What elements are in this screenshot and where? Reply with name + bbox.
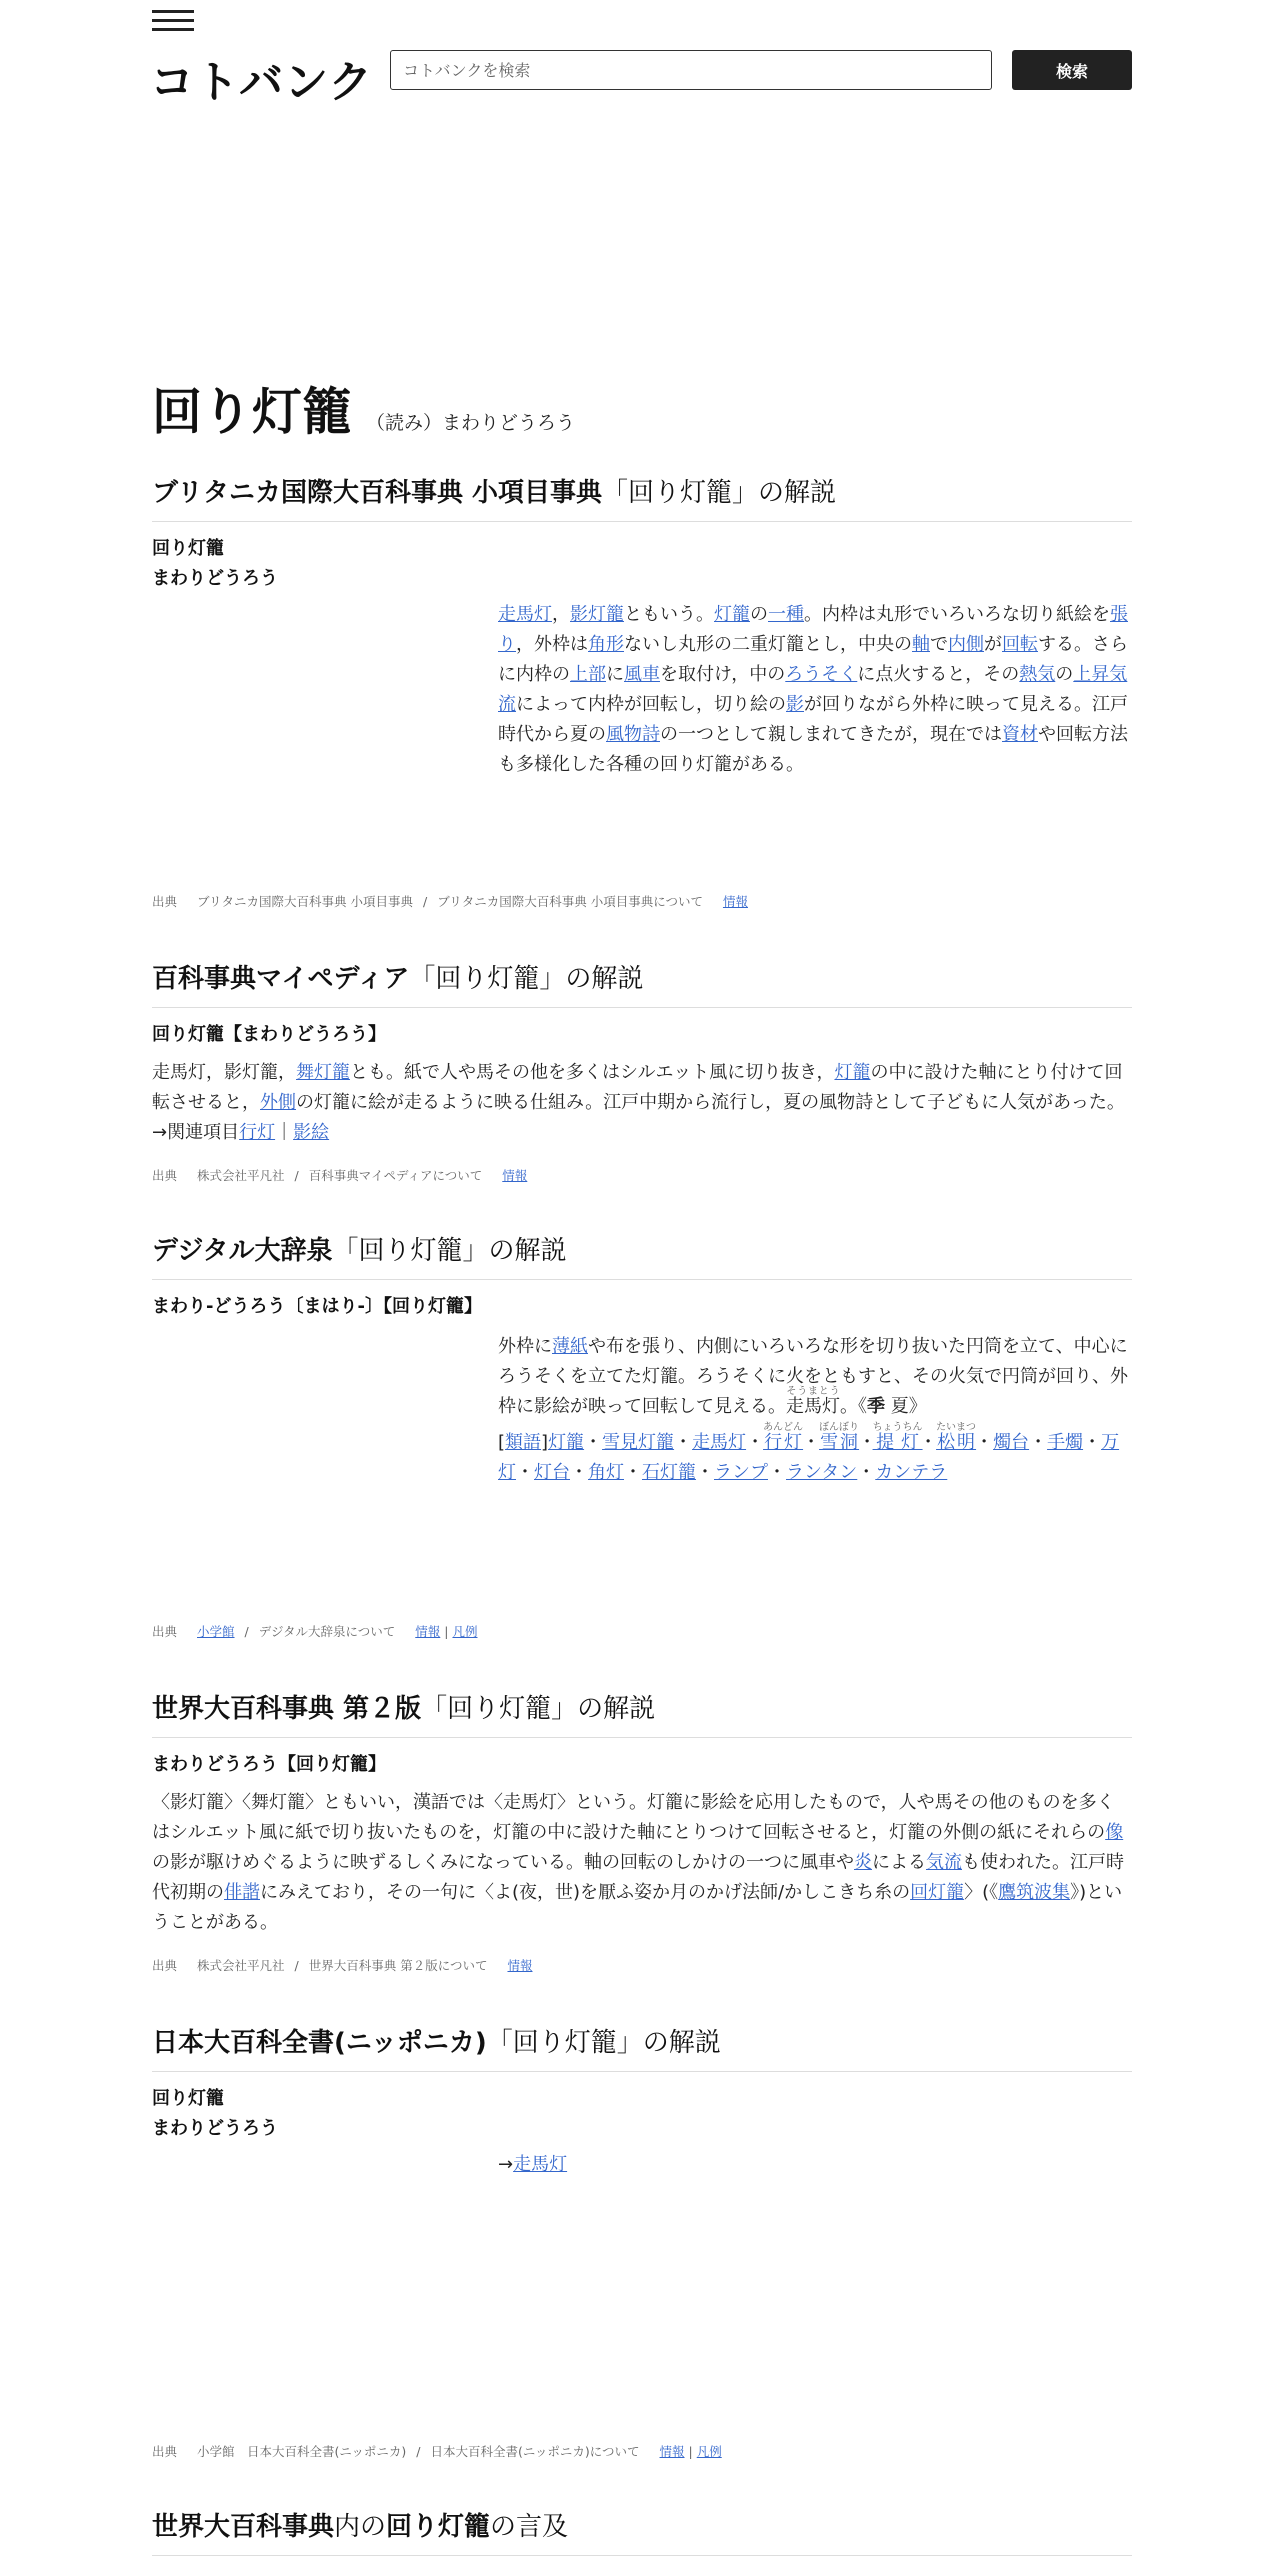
inline-link[interactable]: 灯籠 (714, 604, 750, 625)
inline-link[interactable]: 燭台 (993, 1432, 1030, 1453)
heading-suffix: の言及 (490, 2512, 569, 2542)
source-label: 出典 (152, 1168, 178, 1183)
inline-link[interactable]: 張り (498, 604, 1128, 655)
site-logo[interactable]: コトバンク (150, 57, 374, 108)
site-header (0, 0, 1284, 110)
entry-body-nipponica (498, 2150, 1132, 2180)
inline-link[interactable]: ランタン (786, 1462, 858, 1483)
inline-link[interactable]: 熱気 (1019, 664, 1056, 685)
inline-link[interactable]: 角灯 (588, 1462, 624, 1483)
ruby-text: 提灯ちょうちん (872, 1422, 923, 1453)
heading-mid: 内の (334, 2512, 387, 2542)
entry-body-britannica: 走馬灯，影灯籠ともいう。灯籠の一種。内枠は丸形でいろいろな切り紙絵を張り，外枠は角形ないし丸形の二重灯籠とし，中央の軸で内側が回転する。さらに内枠の上部に風車を取付け，中のろうそくに点火すると，その熱気の上昇気流によって内枠が回転し，切り絵の影が回りながら外枠に映って見える。江戸時代から夏の風物詩の一つとして親しまれてきたが，現在では資材や回転方法も多様化した各種の回り灯籠がある。 (498, 604, 1128, 775)
inline-link[interactable]: 万灯 (498, 1432, 1120, 1483)
source-about: 世界大百科事典 第２版について (308, 1958, 488, 1973)
inline-link[interactable]: 雪見灯籠 (602, 1432, 675, 1453)
inline-link[interactable]: 内側 (948, 634, 984, 655)
inline-link[interactable]: 提灯 (872, 1432, 923, 1453)
source-info-link[interactable]: 情報 (502, 1168, 528, 1183)
section-heading-britannica (152, 472, 1132, 522)
inline-link[interactable]: 像 (1105, 1822, 1124, 1843)
source-about: デジタル大辞泉について (258, 1624, 396, 1639)
inline-link[interactable]: 類語 (505, 1432, 542, 1453)
inline-link[interactable]: 影灯籠 (570, 604, 624, 625)
entry-term-kanji: 回り灯籠 (152, 538, 224, 559)
source-info-link[interactable]: 情報 (659, 2444, 685, 2459)
source-line: 出典 株式会社平凡社 / 百科事典マイペディアについて 情報 (152, 1168, 528, 1183)
inline-link[interactable]: 灯籠 (548, 1432, 585, 1453)
inline-link[interactable]: 軸 (912, 634, 930, 655)
source-info-link[interactable]: 情報 (415, 1624, 441, 1639)
source-label: 出典 (152, 2444, 178, 2459)
inline-link[interactable]: 上昇気流 (498, 664, 1128, 715)
inline-link[interactable]: ろうそく (785, 664, 858, 685)
entry-body-sekai: 〈影灯籠〉〈舞灯籠〉ともいい，漢語では〈走馬灯〉という。灯籠に影絵を応用したもので，人や馬その他のものを多くはシルエット風に紙で切り抜いたものを，灯籠の中に設けた軸にとりつけて回転させると，灯籠の外側の紙にそれらの像の影が駆けめぐるように映ずるしくみになっている。軸の回転のしかけの一つに風車や炎による気流も使われた。江戸時代初期の俳諧にみえており，その一句に〈よ(夜，世)を厭ふ姿か月のかげ法師/かしこきち糸の回灯籠〉(《鷹筑波集》)ということがある。 (152, 1792, 1124, 1933)
bold-text: 季 (867, 1396, 885, 1417)
source-about: 日本大百科全書(ニッポニカ)について (430, 2444, 640, 2459)
source-name: ブリタニカ国際大百科事典 小項目事典 (197, 894, 413, 909)
inline-link[interactable]: 行灯 (763, 1432, 804, 1453)
inline-link[interactable]: 外側 (260, 1092, 296, 1113)
entry-body-mypedia: 走馬灯，影灯籠，舞灯籠とも。紙で人や馬その他を多くはシルエット風に切り抜き，灯籠の中に設けた軸にとり付けて回転させると，外側の灯籠に絵が走るように映る仕組み。江戸中期から流行し，夏の風物詩として子どもに人気があった。→関連項目行灯｜影絵 (152, 1062, 1125, 1143)
source-name: 株式会社平凡社 (197, 1958, 285, 1973)
source-info-link[interactable]: 情報 (722, 894, 748, 909)
source-line: 出典 株式会社平凡社 / 世界大百科事典 第２版について 情報 (152, 1958, 533, 1973)
inline-link[interactable]: 松明 (936, 1432, 977, 1453)
source-name-link[interactable]: 小学館 (197, 1624, 235, 1639)
entry-term (152, 534, 278, 594)
source-separator: | (444, 1624, 449, 1639)
section-heading-daijisen (152, 1230, 1132, 1280)
inline-link[interactable]: 影絵 (293, 1122, 330, 1143)
entry-term: まわりどうろう【回り灯籠】 (152, 1754, 386, 1775)
inline-link[interactable]: 風車 (624, 664, 660, 685)
source-legend-link[interactable]: 凡例 (696, 2444, 722, 2459)
ruby-text: 行灯あんどん (763, 1422, 804, 1453)
source-legend-link[interactable]: 凡例 (452, 1624, 478, 1639)
entry-synonyms: [類語]灯籠・雪見灯籠・走馬灯・行灯あんどん・雪洞ぼんぼり・提灯ちょうちん・松明たいまつ・燭台・手燭・万灯・灯台・角灯・石灯籠・ランプ・ランタン・カンテラ (498, 1422, 1120, 1483)
see-also-link[interactable]: 走馬灯 (513, 2154, 568, 2175)
inline-link[interactable]: 雪洞 (819, 1432, 860, 1453)
dictionary-name: 百科事典マイペディア (152, 964, 410, 994)
inline-link[interactable]: 行灯 (239, 1122, 276, 1143)
inline-link[interactable]: 薄紙 (552, 1336, 588, 1357)
ruby-text: 松明たいまつ (936, 1422, 977, 1453)
source-about: ブリタニカ国際大百科事典 小項目事典について (437, 894, 703, 909)
entry-term-kanji: 回り灯籠 (152, 2088, 224, 2109)
inline-link[interactable]: 影 (786, 694, 804, 715)
hamburger-menu-icon[interactable] (152, 10, 194, 32)
ruby-text: 雪洞ぼんぼり (819, 1422, 860, 1453)
entry-term (152, 2084, 278, 2144)
inline-link[interactable]: 手燭 (1047, 1432, 1084, 1453)
section-heading-mentions (152, 2506, 1132, 2556)
dictionary-name: 世界大百科事典 第２版 (152, 1694, 422, 1724)
search-button[interactable]: 検索 (1012, 50, 1132, 90)
inline-link[interactable]: カンテラ (875, 1462, 948, 1483)
arrow: → (498, 2154, 514, 2175)
inline-link[interactable]: 灯籠 (834, 1062, 871, 1083)
page-title (152, 372, 575, 444)
source-label: 出典 (152, 1624, 178, 1639)
entry-term: まわり‐どうろう〔まはり‐〕【回り灯籠】 (152, 1296, 482, 1317)
inline-link[interactable]: 鷹筑波集 (998, 1882, 1071, 1903)
source-label: 出典 (152, 894, 178, 909)
entry-term-reading: まわりどうろう (152, 2118, 278, 2139)
source-about: 百科事典マイペディアについて (308, 1168, 483, 1183)
section-heading-nipponica (152, 2022, 1132, 2072)
inline-link[interactable]: ランプ (714, 1462, 768, 1483)
inline-link[interactable]: 回灯籠 (910, 1882, 965, 1903)
dictionary-name: 日本大百科全書(ニッポニカ) (152, 2028, 487, 2058)
inline-link[interactable]: 石灯籠 (642, 1462, 696, 1483)
page-title-term: 回り灯籠 (152, 383, 352, 441)
entry-term: 回り灯籠【まわりどうろう】 (152, 1024, 386, 1045)
inline-link[interactable]: 灯台 (534, 1462, 570, 1483)
source-separator: | (688, 2444, 693, 2459)
page-title-reading: （読み）まわりどうろう (366, 412, 576, 434)
source-name: 小学館 日本大百科全書(ニッポニカ) (197, 2444, 407, 2459)
inline-link[interactable]: 回転 (1002, 634, 1038, 655)
entry-body-daijisen (498, 1332, 1132, 1488)
source-line: 出典 ブリタニカ国際大百科事典 小項目事典 / ブリタニカ国際大百科事典 小項目事典について 情報 (152, 894, 748, 909)
source-info-link[interactable]: 情報 (507, 1958, 533, 1973)
inline-link[interactable]: 俳諧 (224, 1882, 260, 1903)
heading-suffix: 「回り灯籠」の解説 (486, 2028, 721, 2058)
inline-link[interactable]: 走馬灯 (692, 1432, 747, 1453)
inline-link[interactable]: 舞灯籠 (296, 1062, 350, 1083)
dictionary-name: 世界大百科事典 (152, 2512, 335, 2542)
heading-term: 回り灯籠 (386, 2512, 491, 2542)
inline-link[interactable]: 一種 (768, 604, 804, 625)
inline-link[interactable]: 上部 (570, 664, 606, 685)
section-heading-mypedia (152, 958, 1132, 1008)
inline-link[interactable]: 資材 (1002, 724, 1038, 745)
ruby-text: 走馬灯そうまとう (786, 1386, 840, 1417)
source-line: 出典 小学館 日本大百科全書(ニッポニカ) / 日本大百科全書(ニッポニカ)について 情報 | 凡例 (152, 2444, 722, 2459)
heading-suffix: 「回り灯籠」の解説 (409, 964, 644, 994)
dictionary-name: ブリタニカ国際大百科事典 小項目事典 (152, 478, 603, 508)
inline-link[interactable]: 気流 (926, 1852, 962, 1873)
inline-link[interactable]: 走馬灯 (498, 604, 552, 625)
heading-suffix: 「回り灯籠」の解説 (602, 478, 837, 508)
search-input[interactable] (390, 50, 992, 90)
section-heading-sekai (152, 1688, 1132, 1738)
inline-link[interactable]: 炎 (854, 1852, 872, 1873)
source-name: 株式会社平凡社 (197, 1168, 285, 1183)
inline-link[interactable]: 風物詩 (606, 724, 660, 745)
entry-definition: 外枠に薄紙や布を張り、内側にいろいろな形を切り抜いた円筒を立て、中心にろうそくを立てた灯籠。ろうそくに火をともすと、その火気で円筒が回り、外枠に影絵が映って回転して見える。走馬灯そうまとう。《季 夏》 (498, 1336, 1128, 1417)
source-line: 出典 小学館 / デジタル大辞泉について 情報 | 凡例 (152, 1624, 478, 1639)
source-label: 出典 (152, 1958, 178, 1973)
entry-term-reading: まわりどうろう (152, 568, 278, 589)
heading-suffix: 「回り灯籠」の解説 (332, 1236, 567, 1266)
heading-suffix: 「回り灯籠」の解説 (421, 1694, 656, 1724)
inline-link[interactable]: 角形 (588, 634, 624, 655)
dictionary-name: デジタル大辞泉 (152, 1236, 333, 1266)
